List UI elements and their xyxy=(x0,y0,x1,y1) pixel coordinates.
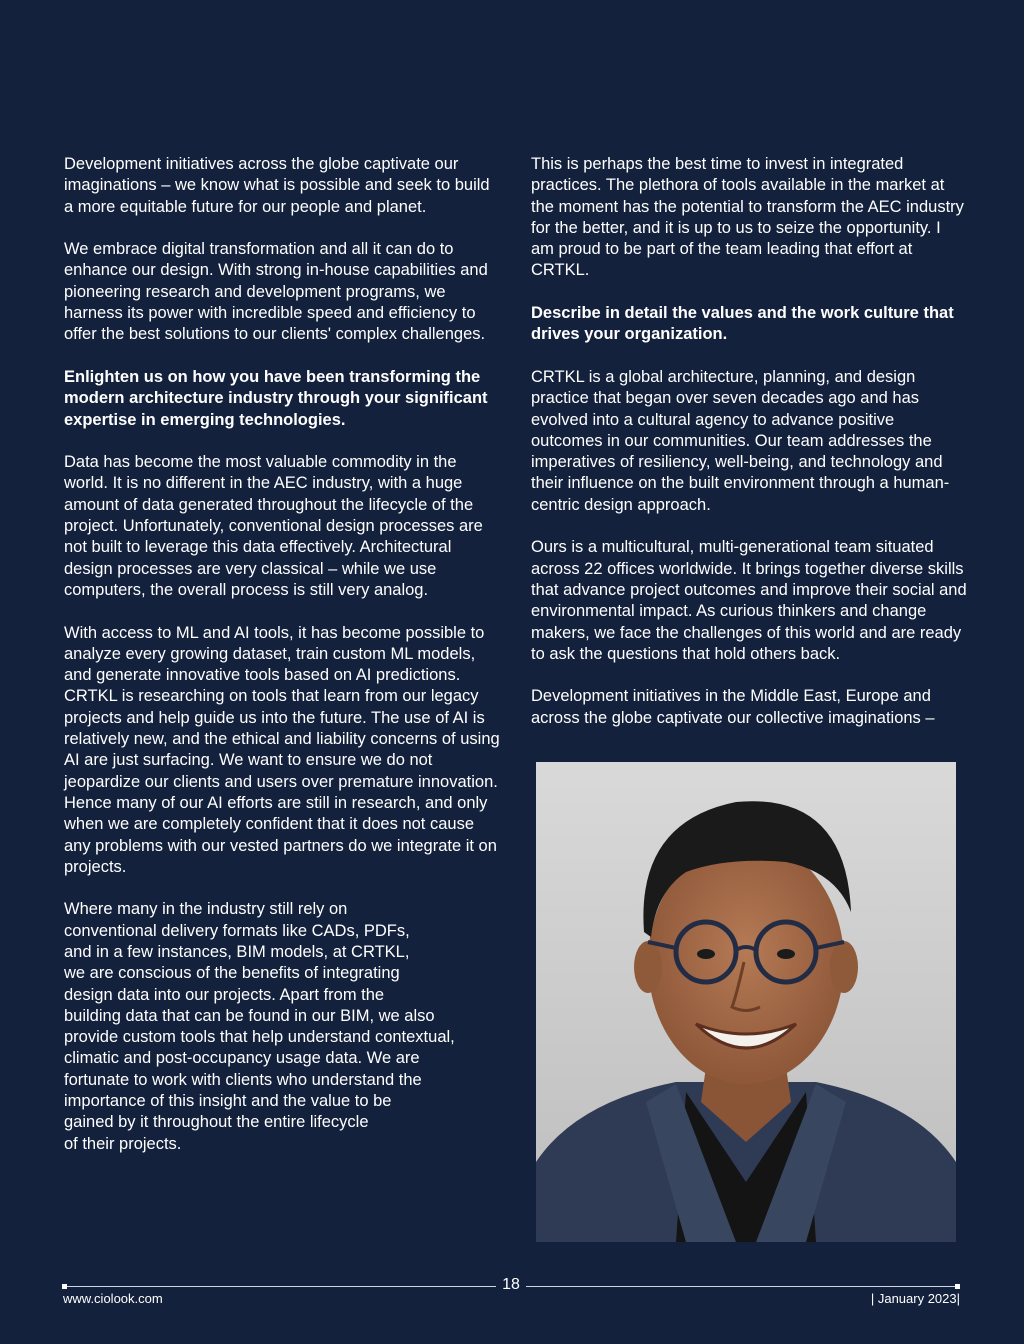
paragraph: This is perhaps the best time to invest in integrated practices. The plethora of tools available in the market at the moment has the potential to transform the AEC industry for the better, and it is up to us to seize the opportunity. I am proud to be part of the team leading that effort at CRTKL. xyxy=(531,155,964,280)
issue-date: | January 2023| xyxy=(870,1291,960,1306)
website-link[interactable]: www.ciolook.com xyxy=(63,1291,163,1306)
left-column xyxy=(64,154,500,1176)
footer-rule-right xyxy=(526,1286,958,1287)
paragraph: CRTKL is a global architecture, planning, and design practice that began over seven decades ago and has evolved into a cultural agency to advance positive outcomes in our communities. Our team addresses the imperatives of resiliency, well-being, and technology and their influence on the built environment through a human-centric design approach. xyxy=(531,367,950,514)
paragraph: Ours is a multicultural, multi-generational team situated across 22 offices worldwide. It brings together diverse skills that advance project outcomes and improve their social and environmental impact. As curious thinkers and change makers, we face the challenges of this world and are ready to ask the questions that hold others back. xyxy=(531,538,967,663)
right-column xyxy=(531,154,967,750)
interview-question: Enlighten us on how you have been transforming the modern architecture industry through your significant expertise in emerging technologies. xyxy=(64,367,488,429)
text-line: gained by it throughout the entire lifecycle xyxy=(64,1113,369,1132)
text-line: of their projects. xyxy=(64,1134,182,1153)
paragraph: Development initiatives in the Middle East, Europe and across the globe captivate our collective imaginations – xyxy=(531,687,935,727)
portrait-photo xyxy=(536,762,956,1242)
footer-dot-right xyxy=(955,1284,960,1289)
text-line: provide custom tools that help understand contextual, xyxy=(64,1028,455,1047)
text-line: conventional delivery formats like CADs, PDFs, xyxy=(64,921,410,940)
text-line: design data into our projects. Apart from the xyxy=(64,985,385,1004)
footer-rule-left xyxy=(64,1286,496,1287)
portrait-illustration xyxy=(536,762,956,1242)
text-line: and in a few instances, BIM models, at CRTKL, xyxy=(64,942,410,961)
footer-dot-left xyxy=(62,1284,67,1289)
text-line: Where many in the industry still rely on xyxy=(64,900,348,919)
paragraph: Data has become the most valuable commodity in the world. It is no different in the AEC industry, with a huge amount of data generated throughout the lifecycle of the project. Unfortunately, conventional design processes are not built to leverage this data effectively. Architectural design processes are very classical – while we use computers, the overall process is still very analog. xyxy=(64,453,483,599)
interview-question: Describe in detail the values and the work culture that drives your organization. xyxy=(531,304,954,344)
paragraph: Development initiatives across the globe captivate our imaginations – we know what is possible and seek to build a more equitable future for our people and planet. xyxy=(64,155,490,216)
paragraph: With access to ML and AI tools, it has become possible to analyze every growing dataset, train custom ML models, and generate innovative tools based on AI predictions. CRTKL is researching on tools that learn from our legacy projects and help guide us into the future. The use of AI is relatively new, and the ethical and liability concerns of using AI are just surfacing. We want to ensure we do not jeopardize our clients and users over premature innovation. Hence many of our AI efforts are still in research, and only when we are completely confident that it does not cause any problems with our vested partners do we integrate it on projects. xyxy=(64,623,500,876)
text-line: importance of this insight and the value to be xyxy=(64,1092,392,1111)
paragraph: We embrace digital transformation and all it can do to enhance our design. With strong in-house capabilities and pioneering research and development programs, we harness its power with incredible speed and efficiency to offer the best solutions to our clients' complex challenges. xyxy=(64,240,488,344)
text-line: we are conscious of the benefits of integrating xyxy=(64,964,400,983)
text-line: fortunate to work with clients who understand the xyxy=(64,1070,422,1089)
paragraph-wrapped xyxy=(64,899,500,1155)
text-line: climatic and post-occupancy usage data. We are xyxy=(64,1049,420,1068)
page-number: 18 xyxy=(502,1276,520,1293)
text-line: building data that can be found in our BIM, we also xyxy=(64,1006,435,1025)
